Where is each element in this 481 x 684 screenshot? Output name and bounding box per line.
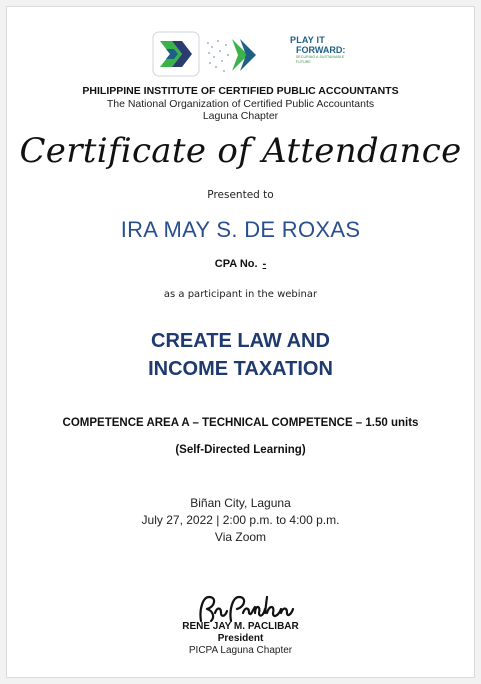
webinar-title-line-1: CREATE LAW AND: [151, 330, 330, 352]
cpa-value: -: [262, 258, 267, 270]
cpa-number: [7, 258, 474, 270]
competence-area: COMPETENCE AREA A – TECHNICAL COMPETENCE – 1.50 units: [62, 417, 419, 429]
event-platform: Via Zoom: [214, 530, 267, 544]
certificate-title: Certificate of Attendance: [19, 131, 462, 171]
organization-description: The National Organization of Certified Public Accountants: [106, 98, 375, 110]
recipient-name: IRA MAY S. DE ROXAS: [120, 217, 361, 242]
event-location: Biñan City, Laguna: [190, 496, 291, 510]
play-it-forward-logo: [204, 33, 284, 77]
webinar-title: [7, 327, 474, 383]
participant-text: as a participant in the webinar: [163, 289, 318, 300]
logo-line-2: FORWARD:: [296, 45, 346, 55]
signatory-title: President: [217, 633, 264, 644]
picpa-logo: [152, 31, 200, 77]
logo-group: [152, 31, 352, 81]
certificate-page: [6, 6, 475, 678]
president-signature: [195, 591, 295, 625]
event-details: [7, 495, 474, 546]
learning-type: (Self-Directed Learning): [175, 444, 306, 456]
signatory-name: RENE JAY M. PACLIBAR: [182, 621, 299, 632]
event-datetime: July 27, 2022 | 2:00 p.m. to 4:00 p.m.: [141, 513, 340, 527]
organization-name: PHILIPPINE INSTITUTE OF CERTIFIED PUBLIC ACCOUNTANTS: [82, 85, 399, 97]
signatory-chapter: PICPA Laguna Chapter: [188, 645, 293, 656]
chapter-name: Laguna Chapter: [202, 110, 279, 122]
logo-text: [290, 35, 352, 65]
logo-line-1: PLAY IT: [290, 35, 325, 45]
cpa-label: CPA No.: [214, 258, 258, 270]
webinar-title-line-2: INCOME TAXATION: [148, 358, 333, 380]
presented-to-label: Presented to: [207, 189, 274, 201]
logo-tagline: SECURING A SUSTAINABLE FUTURE: [296, 55, 345, 64]
